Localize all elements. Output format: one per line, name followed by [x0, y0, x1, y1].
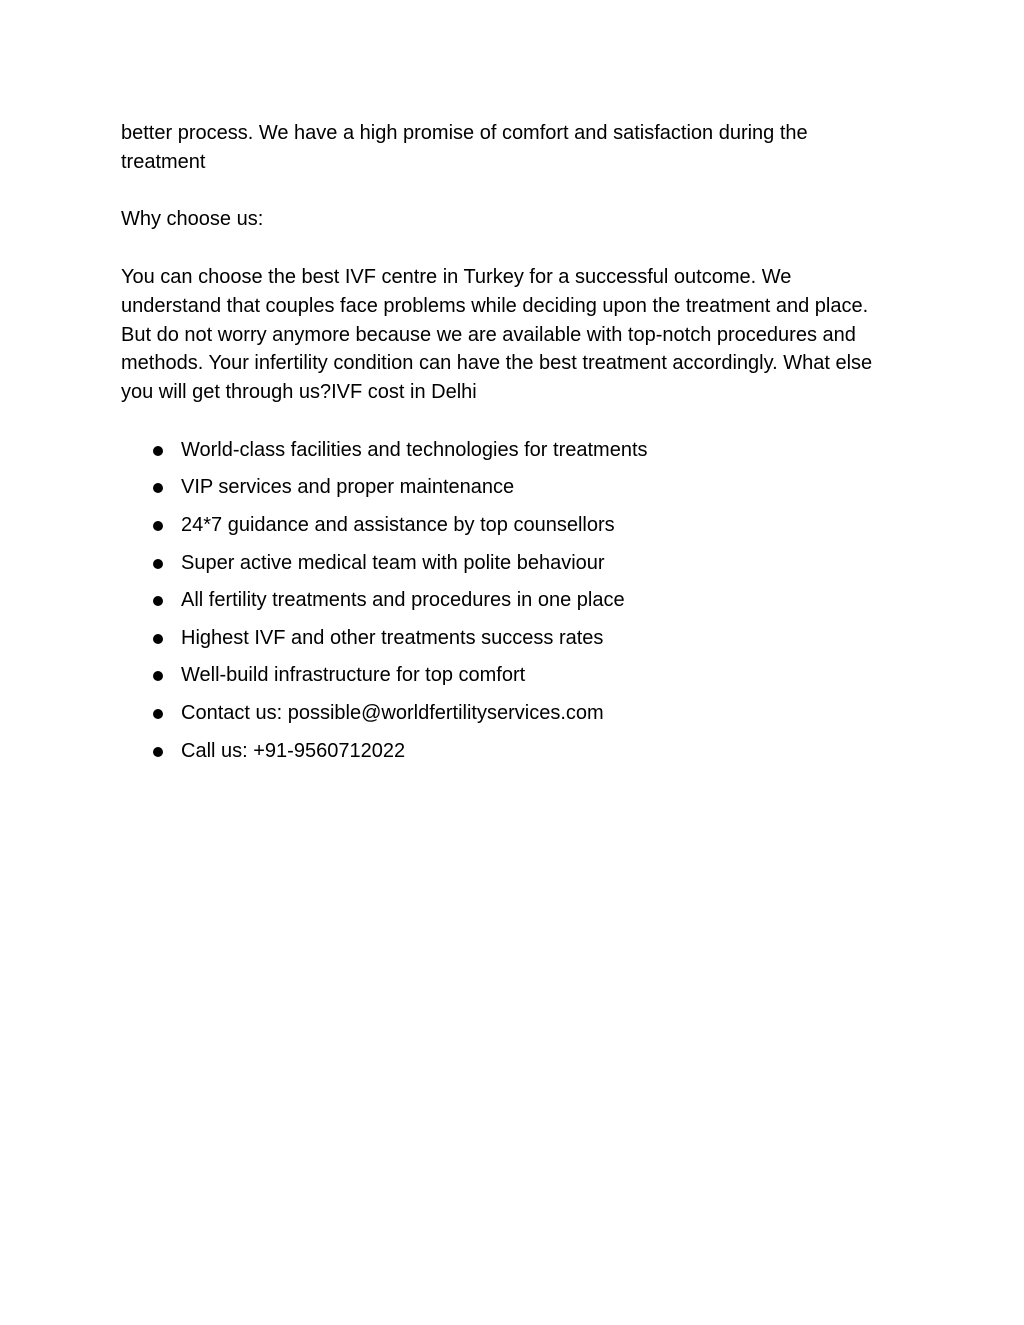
list-item-text: World-class facilities and technologies for treatments: [181, 438, 648, 461]
document-content: [121, 119, 891, 774]
list-item: [121, 549, 891, 587]
list-item-text: Highest IVF and other treatments success rates: [181, 626, 604, 649]
list-item: [121, 511, 891, 549]
body-paragraph: You can choose the best IVF centre in Turkey for a successful outcome. We understand that couples face problems while deciding upon the treatment and place. But do not worry anymore because we are available with top-notch procedures and methods. Your infertility condition can have the best treatment accordingly. What else you will get through us?IVF cost in Delhi: [121, 265, 873, 404]
bullet-icon: [153, 671, 163, 681]
bullet-icon: [153, 559, 163, 569]
list-item: [121, 624, 891, 662]
bullet-icon: [153, 483, 163, 493]
bullet-icon: [153, 747, 163, 757]
intro-paragraph: better process. We have a high promise of comfort and satisfaction during the treatment: [121, 122, 808, 173]
bullet-icon: [153, 634, 163, 644]
bullet-icon: [153, 709, 163, 719]
list-item: [121, 699, 891, 737]
bullet-icon: [153, 521, 163, 531]
list-item: [121, 436, 891, 474]
paragraph-spacer: [121, 177, 891, 206]
list-item: [121, 586, 891, 624]
bullet-icon: [153, 596, 163, 606]
list-item-text: Contact us: possible@worldfertilityservices.com: [181, 701, 604, 724]
list-item-text: Call us: +91-9560712022: [181, 739, 406, 762]
paragraph-spacer: [121, 234, 891, 263]
bullet-icon: [153, 446, 163, 456]
list-item-text: Super active medical team with polite behaviour: [181, 551, 605, 574]
list-item-text: 24*7 guidance and assistance by top counsellors: [181, 513, 615, 536]
list-item-text: All fertility treatments and procedures in one place: [181, 589, 625, 612]
list-item-text: Well-build infrastructure for top comfort: [181, 664, 526, 687]
section-heading: Why choose us:: [121, 208, 264, 231]
list-item: [121, 661, 891, 699]
list-item: [121, 473, 891, 511]
list-item: [121, 737, 891, 775]
benefits-list: [121, 436, 891, 774]
list-item-text: VIP services and proper maintenance: [181, 476, 515, 499]
